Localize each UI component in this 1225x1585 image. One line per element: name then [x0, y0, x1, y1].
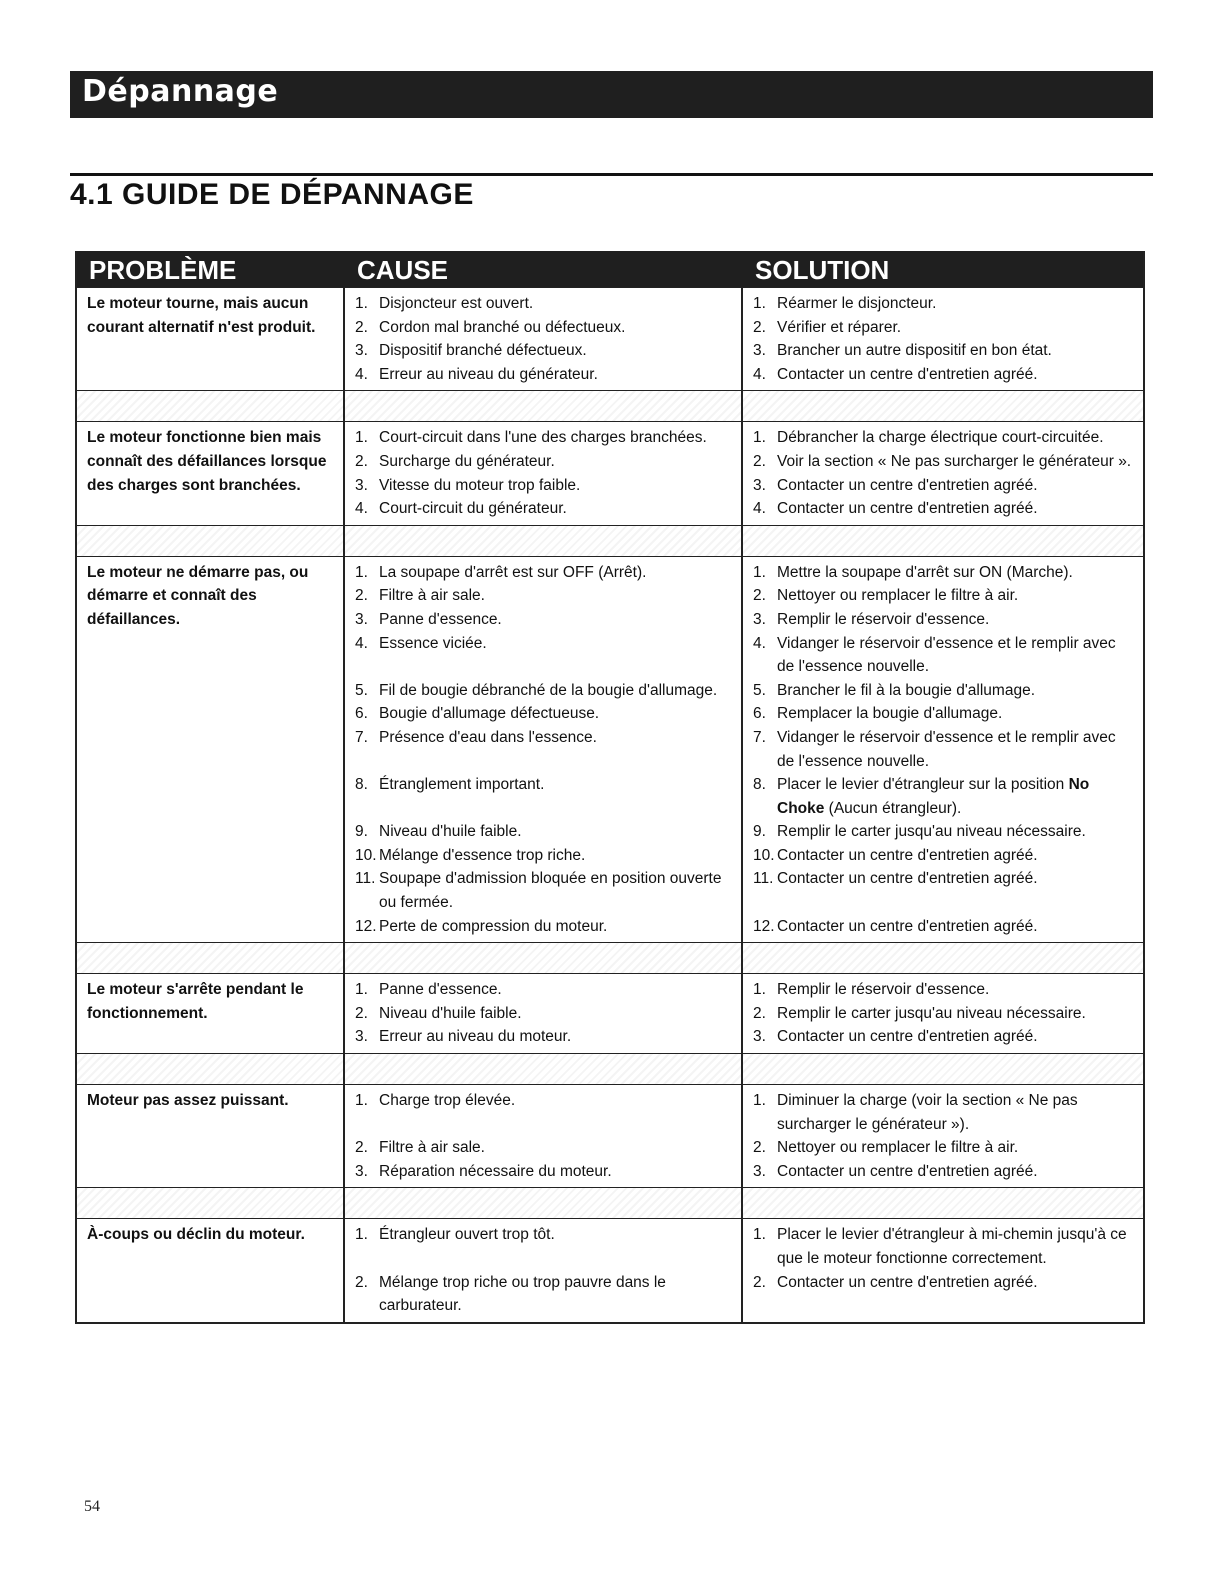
item-text-part: Contacter un centre d'entretien agréé. — [777, 500, 1038, 518]
item-number: 6. — [355, 705, 368, 723]
header-solution: SOLUTION — [755, 255, 890, 285]
banner-title: Dépannage — [82, 74, 279, 109]
item-number: 2. — [753, 1139, 766, 1157]
cause-item — [355, 702, 735, 726]
list-spacer — [355, 1247, 735, 1271]
cause-list — [355, 1223, 735, 1317]
solution-item — [753, 1089, 1137, 1136]
item-text — [777, 679, 1137, 703]
item-number: 3. — [753, 1028, 766, 1046]
item-text-part: Bougie d'allumage défectueuse. — [379, 705, 600, 723]
item-text — [379, 363, 735, 387]
item-number: 4. — [355, 500, 368, 518]
item-text — [379, 339, 735, 363]
problem-cell: Moteur pas assez puissant. — [77, 1085, 345, 1187]
item-text — [777, 773, 1137, 820]
separator-cell — [77, 526, 345, 556]
cause-item — [355, 363, 735, 387]
solution-item — [753, 978, 1137, 1002]
item-text-part: Court-circuit du générateur. — [379, 500, 567, 518]
item-text — [777, 561, 1137, 585]
solution-item — [753, 450, 1137, 474]
separator-cell — [743, 1054, 1143, 1084]
item-text — [379, 632, 735, 656]
section-title: 4.1 GUIDE DE DÉPANNAGE — [70, 178, 474, 211]
solution-item — [753, 608, 1137, 632]
item-text — [777, 426, 1137, 450]
cause-item — [355, 632, 735, 656]
item-number: 3. — [355, 610, 368, 628]
item-number: 7. — [753, 728, 766, 746]
item-text — [379, 426, 735, 450]
item-text-part: Mélange d'essence trop riche. — [379, 846, 586, 864]
solution-list — [753, 978, 1137, 1049]
cause-item — [355, 820, 735, 844]
table-row — [77, 421, 1143, 524]
solution-item — [753, 1136, 1137, 1160]
item-number: 3. — [355, 1162, 368, 1180]
table-row — [77, 287, 1143, 390]
item-number: 5. — [355, 681, 368, 699]
cause-item — [355, 474, 735, 498]
item-text-part: Remplir le carter jusqu'au niveau nécessaire. — [777, 1004, 1086, 1022]
header-problem: PROBLÈME — [89, 255, 237, 285]
item-text-part: Contacter un centre d'entretien agréé. — [777, 476, 1038, 494]
item-text-part: Étranglement important. — [379, 776, 545, 794]
item-text — [379, 978, 735, 1002]
item-text — [379, 1160, 735, 1184]
item-text — [379, 844, 735, 868]
item-number: 2. — [753, 1273, 766, 1291]
item-text-part: Nettoyer ou remplacer le filtre à air. — [777, 587, 1019, 605]
item-text — [379, 584, 735, 608]
item-text-part: Surcharge du générateur. — [379, 452, 555, 470]
item-number: 12. — [753, 917, 775, 935]
item-text-part: Vitesse du moteur trop faible. — [379, 476, 581, 494]
row-separator — [77, 390, 1143, 421]
item-text — [777, 1271, 1137, 1295]
cause-item — [355, 1136, 735, 1160]
separator-cell — [77, 1054, 345, 1084]
troubleshooting-table — [75, 251, 1145, 1324]
item-number: 10. — [753, 846, 775, 864]
item-number: 2. — [753, 452, 766, 470]
item-number: 3. — [753, 1162, 766, 1180]
item-text-part: Mettre la soupape d'arrêt sur ON (Marche). — [777, 563, 1073, 581]
item-number: 3. — [355, 1028, 368, 1046]
cause-item — [355, 1002, 735, 1026]
cause-list — [355, 426, 735, 520]
item-number: 2. — [355, 587, 368, 605]
list-spacer — [355, 655, 735, 679]
item-text-part: Contacter un centre d'entretien agréé. — [777, 1162, 1038, 1180]
cause-item — [355, 1223, 735, 1247]
item-text — [379, 820, 735, 844]
item-text — [379, 497, 735, 521]
item-text — [777, 1223, 1137, 1270]
solution-cell — [743, 557, 1143, 943]
item-text — [379, 1271, 735, 1318]
problem-cell: Le moteur s'arrête pendant le fonctionnement. — [77, 974, 345, 1053]
item-text-part: Remplir le réservoir d'essence. — [777, 610, 990, 628]
separator-cell — [345, 1188, 743, 1218]
item-text — [379, 608, 735, 632]
problem-cell: À-coups ou déclin du moteur. — [77, 1219, 345, 1321]
item-number: 4. — [753, 634, 766, 652]
item-text — [379, 679, 735, 703]
item-number: 7. — [355, 728, 368, 746]
item-text-part: Erreur au niveau du générateur. — [379, 365, 598, 383]
separator-cell — [345, 1054, 743, 1084]
problem-cell: Le moteur tourne, mais aucun courant alternatif n'est produit. — [77, 288, 345, 390]
item-text — [777, 1002, 1137, 1026]
cause-list — [355, 978, 735, 1049]
separator-cell — [743, 1188, 1143, 1218]
item-number: 2. — [355, 452, 368, 470]
section-banner — [70, 71, 1153, 118]
separator-cell — [77, 943, 345, 973]
item-text-part: Charge trop élevée. — [379, 1092, 516, 1110]
item-text — [777, 474, 1137, 498]
item-text-part: Nettoyer ou remplacer le filtre à air. — [777, 1139, 1019, 1157]
solution-cell — [743, 422, 1143, 524]
solution-item — [753, 316, 1137, 340]
item-text — [777, 632, 1137, 679]
solution-item — [753, 292, 1137, 316]
item-text-part: Débrancher la charge électrique court-circuitée. — [777, 429, 1104, 447]
solution-item — [753, 915, 1137, 939]
cause-cell — [345, 288, 743, 390]
separator-cell — [345, 526, 743, 556]
cause-item — [355, 339, 735, 363]
item-text-part: (Aucun étrangleur). — [824, 799, 962, 817]
item-number: 11. — [355, 870, 376, 888]
cause-list — [355, 1089, 735, 1183]
item-text-part: Brancher un autre dispositif en bon état. — [777, 342, 1052, 360]
item-number: 1. — [355, 1092, 368, 1110]
item-text — [777, 915, 1137, 939]
item-text-part: Panne d'essence. — [379, 610, 502, 628]
item-text — [379, 915, 735, 939]
solution-list — [753, 292, 1137, 386]
item-number: 2. — [753, 587, 766, 605]
separator-cell — [345, 943, 743, 973]
page-number: 54 — [84, 1498, 100, 1515]
item-text — [777, 450, 1137, 474]
cause-item — [355, 1160, 735, 1184]
item-number: 8. — [355, 776, 368, 794]
cause-item — [355, 497, 735, 521]
separator-cell — [77, 1188, 345, 1218]
item-text-part: Vidanger le réservoir d'essence et le remplir avec de l'essence nouvelle. — [777, 634, 1116, 676]
item-number: 1. — [355, 295, 368, 312]
item-text-part: Court-circuit dans l'une des charges branchées. — [379, 429, 707, 447]
section-divider — [70, 173, 1153, 176]
item-text — [777, 292, 1137, 316]
list-spacer — [355, 750, 735, 774]
solution-list — [753, 1223, 1137, 1294]
cause-list — [355, 292, 735, 386]
item-number: 3. — [753, 342, 766, 360]
item-text-part: Essence viciée. — [379, 634, 487, 652]
cause-item — [355, 450, 735, 474]
item-text — [777, 978, 1137, 1002]
separator-cell — [345, 391, 743, 421]
item-text — [379, 1223, 735, 1247]
solution-item — [753, 1160, 1137, 1184]
item-text — [777, 1136, 1137, 1160]
item-number: 6. — [753, 705, 766, 723]
item-text — [777, 844, 1137, 868]
item-text — [379, 474, 735, 498]
item-text — [777, 584, 1137, 608]
solution-item — [753, 702, 1137, 726]
item-text-part: Contacter un centre d'entretien agréé. — [777, 365, 1038, 383]
solution-item — [753, 584, 1137, 608]
row-separator — [77, 525, 1143, 556]
item-text-part: Soupape d'admission bloquée en position ouverte ou fermée. — [379, 870, 722, 912]
item-text-part: Mélange trop riche ou trop pauvre dans le carburateur. — [379, 1273, 666, 1315]
item-text-part: Placer le levier d'étrangleur sur la position — [777, 776, 1069, 794]
solution-list — [753, 1089, 1137, 1183]
item-text-part: Contacter un centre d'entretien agréé. — [777, 1273, 1038, 1291]
item-text-part: Contacter un centre d'entretien agréé. — [777, 846, 1038, 864]
cause-item — [355, 561, 735, 585]
solution-list — [753, 561, 1137, 939]
item-text — [777, 608, 1137, 632]
solution-cell — [743, 288, 1143, 390]
item-text — [777, 339, 1137, 363]
item-text-part: Remplir le réservoir d'essence. — [777, 981, 990, 999]
item-text-part: Étrangleur ouvert trop tôt. — [379, 1226, 555, 1244]
item-number: 9. — [355, 823, 368, 841]
separator-cell — [77, 391, 345, 421]
item-number: 1. — [753, 563, 766, 581]
item-text-part: Contacter un centre d'entretien agréé. — [777, 870, 1038, 888]
item-text — [777, 726, 1137, 773]
item-number: 3. — [355, 476, 368, 494]
item-text — [777, 1160, 1137, 1184]
item-text-part: Cordon mal branché ou défectueux. — [379, 318, 626, 336]
cause-item — [355, 316, 735, 340]
item-text-part: Erreur au niveau du moteur. — [379, 1028, 572, 1046]
item-text — [379, 867, 735, 914]
problem-cell: Le moteur fonctionne bien mais connaît des défaillances lorsque des charges sont branchées. — [77, 422, 345, 524]
solution-item — [753, 632, 1137, 679]
item-number: 1. — [753, 981, 766, 999]
separator-cell — [743, 526, 1143, 556]
item-number: 2. — [355, 318, 368, 336]
item-text-part: Voir la section « Ne pas surcharger le générateur ». — [777, 452, 1132, 470]
item-text — [379, 702, 735, 726]
item-number: 3. — [355, 342, 368, 360]
separator-cell — [743, 943, 1143, 973]
item-number: 3. — [753, 476, 766, 494]
item-number: 1. — [355, 563, 368, 581]
item-text — [777, 1025, 1137, 1049]
table-body — [77, 287, 1143, 1322]
cause-item — [355, 608, 735, 632]
item-number: 2. — [753, 1004, 766, 1022]
list-spacer — [355, 797, 735, 821]
item-number: 1. — [753, 429, 766, 447]
solution-item — [753, 844, 1137, 868]
item-number: 2. — [355, 1273, 368, 1291]
item-text — [777, 363, 1137, 387]
solution-item — [753, 426, 1137, 450]
table-row — [77, 1084, 1143, 1187]
item-number: 4. — [753, 365, 766, 383]
item-text-part: Réarmer le disjoncteur. — [777, 295, 937, 312]
item-text — [777, 867, 1137, 891]
solution-item — [753, 363, 1137, 387]
solution-item — [753, 1002, 1137, 1026]
separator-cell — [743, 391, 1143, 421]
item-text-part: Niveau d'huile faible. — [379, 823, 522, 841]
item-text-part: Vérifier et réparer. — [777, 318, 902, 336]
item-number: 9. — [753, 823, 766, 841]
cause-item — [355, 584, 735, 608]
item-text — [379, 561, 735, 585]
item-number: 1. — [355, 1226, 368, 1244]
item-text-part: Remplir le carter jusqu'au niveau nécessaire. — [777, 823, 1086, 841]
item-number: 1. — [355, 981, 368, 999]
item-text-part: Diminuer la charge (voir la section « Ne pas surcharger le générateur »). — [777, 1092, 1078, 1133]
solution-item — [753, 867, 1137, 891]
item-text — [379, 316, 735, 340]
item-number: 4. — [355, 634, 368, 652]
table-row — [77, 973, 1143, 1053]
cause-cell — [345, 974, 743, 1053]
cause-item — [355, 978, 735, 1002]
row-separator — [77, 1187, 1143, 1218]
table-row — [77, 556, 1143, 943]
item-text — [379, 1025, 735, 1049]
item-number: 8. — [753, 776, 766, 794]
table-header — [77, 251, 1143, 287]
solution-cell — [743, 1219, 1143, 1321]
cause-item — [355, 1271, 735, 1318]
cause-item — [355, 679, 735, 703]
row-separator — [77, 1053, 1143, 1084]
solution-item — [753, 1223, 1137, 1270]
item-text-part: Remplacer la bougie d'allumage. — [777, 705, 1003, 723]
solution-cell — [743, 974, 1143, 1053]
solution-item — [753, 497, 1137, 521]
row-separator — [77, 942, 1143, 973]
item-text — [379, 292, 735, 316]
item-text-part: Dispositif branché défectueux. — [379, 342, 587, 360]
solution-item — [753, 474, 1137, 498]
item-number: 4. — [753, 500, 766, 518]
item-number: 3. — [753, 610, 766, 628]
item-number: 4. — [355, 365, 368, 383]
item-number: 2. — [753, 318, 766, 336]
solution-item — [753, 1025, 1137, 1049]
item-text-part: Filtre à air sale. — [379, 1139, 485, 1157]
item-text-part: Placer le levier d'étrangleur à mi-chemin jusqu'à ce que le moteur fonctionne correctement. — [777, 1226, 1127, 1267]
table-row — [77, 1218, 1143, 1321]
item-text-part: Panne d'essence. — [379, 981, 502, 999]
item-text-part: Filtre à air sale. — [379, 587, 485, 605]
item-text — [777, 497, 1137, 521]
solution-item — [753, 339, 1137, 363]
item-text — [777, 316, 1137, 340]
item-number: 11. — [753, 870, 774, 888]
item-text-part: Disjoncteur est ouvert. — [379, 295, 534, 312]
cause-cell — [345, 1219, 743, 1321]
cause-cell — [345, 1085, 743, 1187]
item-text — [379, 773, 735, 797]
item-text-part: Contacter un centre d'entretien agréé. — [777, 917, 1038, 935]
solution-cell — [743, 1085, 1143, 1187]
item-text — [379, 1136, 735, 1160]
item-number: 1. — [753, 295, 766, 312]
item-number: 10. — [355, 846, 377, 864]
item-number: 1. — [355, 429, 368, 447]
solution-item — [753, 820, 1137, 844]
cause-cell — [345, 422, 743, 524]
item-text-part: La soupape d'arrêt est sur OFF (Arrêt). — [379, 563, 647, 581]
solution-list — [753, 426, 1137, 520]
item-number: 1. — [753, 1092, 766, 1110]
item-text — [777, 1089, 1137, 1136]
item-text — [379, 1089, 735, 1113]
item-text — [379, 450, 735, 474]
item-number: 1. — [753, 1226, 766, 1244]
item-number: 2. — [355, 1004, 368, 1022]
cause-item — [355, 915, 735, 939]
cause-item — [355, 726, 735, 750]
item-text-part: Réparation nécessaire du moteur. — [379, 1162, 612, 1180]
list-spacer — [753, 891, 1137, 915]
solution-item — [753, 726, 1137, 773]
item-text-part: Brancher le fil à la bougie d'allumage. — [777, 681, 1036, 699]
item-text-part: Fil de bougie débranché de la bougie d'allumage. — [379, 681, 718, 699]
item-text-part: Présence d'eau dans l'essence. — [379, 728, 597, 746]
solution-item — [753, 679, 1137, 703]
item-text-bold: No Choke — [777, 776, 1090, 817]
item-text — [379, 726, 735, 750]
solution-item — [753, 561, 1137, 585]
cause-item — [355, 1089, 735, 1113]
cause-item — [355, 426, 735, 450]
item-text-part: Niveau d'huile faible. — [379, 1004, 522, 1022]
item-text — [379, 1002, 735, 1026]
solution-item — [753, 1271, 1137, 1295]
cause-item — [355, 867, 735, 914]
list-spacer — [355, 1113, 735, 1137]
cause-item — [355, 773, 735, 797]
item-number: 2. — [355, 1139, 368, 1157]
header-cause: CAUSE — [357, 255, 449, 285]
item-number: 12. — [355, 917, 377, 935]
solution-item — [753, 773, 1137, 820]
cause-item — [355, 844, 735, 868]
item-text-part: Perte de compression du moteur. — [379, 917, 608, 935]
problem-cell: Le moteur ne démarre pas, ou démarre et connaît des défaillances. — [77, 557, 345, 943]
item-text-part: Contacter un centre d'entretien agréé. — [777, 1028, 1038, 1046]
item-number: 5. — [753, 681, 766, 699]
cause-list — [355, 561, 735, 939]
item-text-part: Vidanger le réservoir d'essence et le remplir avec de l'essence nouvelle. — [777, 728, 1116, 770]
item-text — [777, 702, 1137, 726]
item-text — [777, 820, 1137, 844]
cause-item — [355, 292, 735, 316]
cause-cell — [345, 557, 743, 943]
cause-item — [355, 1025, 735, 1049]
